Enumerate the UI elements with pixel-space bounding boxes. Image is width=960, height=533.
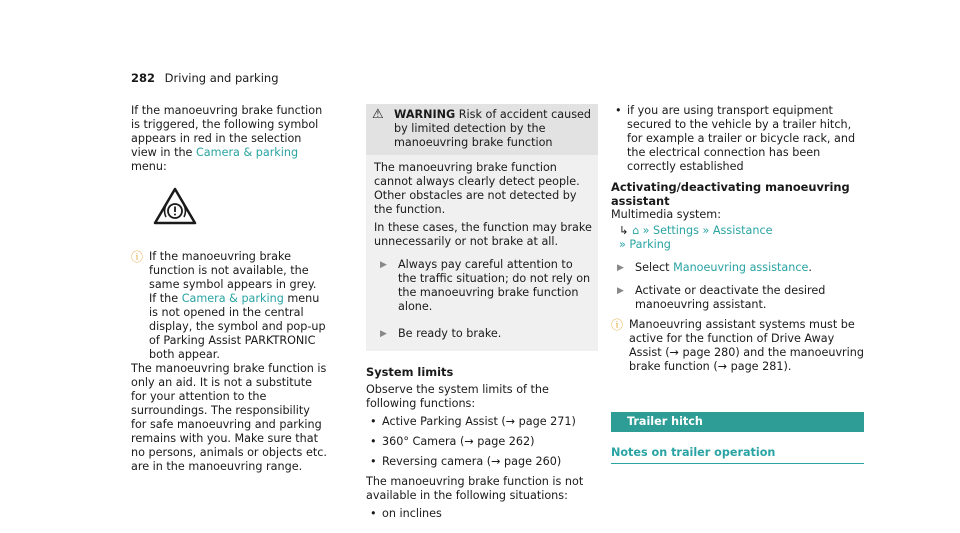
warning-step: ▶ Always pay careful attention to the traffic situation; do not rely on the manoeuvring brake function alone.	[374, 258, 592, 318]
warning-text-2: In these cases, the function may brake unnecessarily or not brake at all.	[374, 221, 592, 248]
info-icon: ⓘ	[611, 318, 624, 332]
step-arrow-icon: ▶	[617, 263, 624, 273]
trailer-notes-subheading: Notes on trailer operation	[611, 446, 864, 464]
activating-heading: Activating/deactivating manoeuvring assistant	[611, 180, 850, 208]
warning-label: WARNING	[394, 108, 456, 121]
chevron-icon: »	[642, 224, 650, 237]
system-limits-list	[366, 415, 598, 469]
camera-parking-link[interactable]: Camera & parking	[196, 146, 299, 159]
system-limits-intro: Observe the system limits of the following functions:	[366, 383, 549, 410]
activate-step: ▶ Activate or deactivate the desired manoeuvring assistant.	[611, 284, 864, 312]
warning-header	[366, 104, 598, 155]
situations-list-continued	[611, 104, 864, 174]
list-item: • on inclines	[370, 507, 442, 520]
step-arrow-icon: ▶	[617, 286, 624, 296]
info-note: ⓘ If the manoeuvring brake function is not available, the same symbol appears in grey. If the Camera & parking menu is not opened in the central display, the symbol and pop-up of Parking Assist PARKTRONIC both appear.	[131, 250, 326, 361]
path-parking[interactable]: Parking	[629, 238, 671, 251]
trailer-hitch-section-bar: Trailer hitch	[611, 412, 864, 432]
column-3	[611, 104, 864, 464]
menu-path	[611, 224, 864, 238]
list-item: • if you are using transport equipment secured to the vehicle by a trailer hitch, for example a trailer or bicycle rack, and the electrical connection has been correctly established	[615, 104, 856, 173]
warning-title: Risk of accident caused by limited detection by the manoeuvring brake function	[394, 108, 592, 149]
system-limits-heading: System limits	[366, 365, 454, 379]
select-step: ▶ Select Manoeuvring assistance.	[611, 261, 864, 275]
path-assistance[interactable]: Assistance	[712, 224, 773, 237]
list-item: • Active Parking Assist (→ page 271)	[370, 415, 576, 428]
body-paragraph: The manoeuvring brake function is only an aid. It is not a substitute for your attention to the surroundings. The responsibility for safe manoeuvring and parking remains with you. Make sure that no persons, animals or objects etc. are in the manoeuvring range.	[131, 362, 327, 473]
path-settings[interactable]: Settings	[653, 224, 699, 237]
list-item: • 360° Camera (→ page 262)	[370, 435, 535, 448]
step-arrow-icon: ▶	[380, 329, 387, 339]
path-arrow-icon: ↳	[619, 224, 629, 237]
menu-path-cont	[611, 238, 864, 252]
intro-paragraph: If the manoeuvring brake function is triggered, the following symbol appears in red in the selection view in the Camera & parking menu:	[131, 104, 323, 173]
list-item: • Reversing camera (→ page 260)	[370, 455, 562, 468]
camera-parking-link[interactable]: Camera & parking	[181, 292, 284, 305]
warning-text-1: The manoeuvring brake function cannot always clearly detect people. Other obstacles are not detected by the function.	[374, 161, 580, 216]
page-number: 282	[131, 71, 156, 85]
page-header	[131, 71, 279, 85]
warning-box	[366, 104, 598, 351]
situations-list	[366, 507, 598, 521]
home-icon[interactable]: ⌂	[631, 224, 640, 237]
chevron-icon: »	[702, 224, 710, 237]
multimedia-label: Multimedia system:	[611, 208, 721, 221]
warning-triangle-icon: ⚠	[372, 107, 384, 122]
warning-step: ▶ Be ready to brake.	[374, 327, 592, 345]
column-2	[366, 104, 598, 527]
manoeuvring-assistance-link[interactable]: Manoeuvring assistance	[673, 261, 809, 274]
info-note: ⓘ Manoeuvring assistant systems must be active for the function of Drive Away Assist (→ page 280) and the manoeuvring brake function (→ page 281).	[611, 318, 864, 373]
step-arrow-icon: ▶	[380, 260, 387, 270]
not-available-text: The manoeuvring brake function is not available in the following situations:	[366, 475, 584, 502]
section-title: Driving and parking	[164, 71, 279, 85]
warning-body	[366, 155, 598, 351]
chevron-icon: »	[619, 238, 626, 251]
warning-brake-symbol-icon	[153, 186, 197, 226]
info-icon: ⓘ	[131, 250, 144, 264]
column-1	[131, 104, 327, 474]
